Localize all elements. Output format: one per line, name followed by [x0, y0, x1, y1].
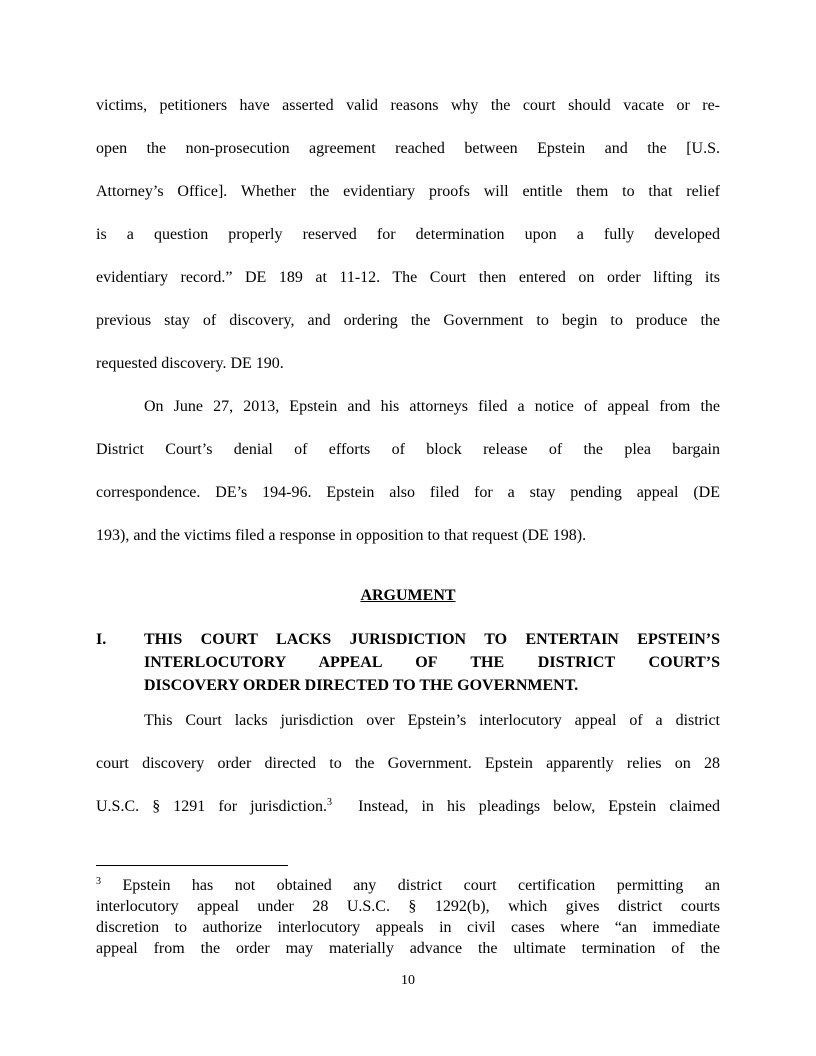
body-line: victims, petitioners have asserted valid reasons why the court should vacate or re- — [96, 97, 720, 114]
footnote-text: Epstein has not obtained any district court certification permitting an — [101, 877, 720, 894]
footnote-reference: 3 — [327, 797, 332, 808]
body-line: On June 27, 2013, Epstein and his attorneys filed a notice of appeal from the — [144, 398, 720, 415]
footnote-number: 3 — [96, 876, 101, 887]
footnote-line: discretion to authorize interlocutory appeals in civil cases where “an immediate — [96, 919, 720, 936]
body-line: evidentiary record.” DE 189 at 11-12. The Court then entered on order lifting its — [96, 269, 720, 286]
body-line: correspondence. DE’s 194-96. Epstein also filed for a stay pending appeal (DE — [96, 484, 720, 501]
argument-line-text: U.S.C. § 1291 for jurisdiction. — [96, 798, 327, 815]
argument-line: court discovery order directed to the Government. Epstein apparently relies on 28 — [96, 755, 720, 772]
body-line: 193), and the victims filed a response in opposition to that request (DE 198). — [96, 527, 587, 544]
argument-heading: ARGUMENT — [360, 587, 456, 604]
argument-line — [96, 797, 720, 817]
body-line: Attorney’s Office]. Whether the evidentiary proofs will entitle them to that relief — [96, 183, 720, 200]
body-line: District Court’s denial of efforts of block release of the plea bargain — [96, 441, 720, 458]
footnote-line — [96, 876, 720, 896]
body-line: previous stay of discovery, and ordering the Government to begin to produce the — [96, 312, 720, 329]
section-number: I. — [96, 631, 107, 648]
argument-line-text: Instead, in his pleadings below, Epstein claimed — [332, 798, 720, 815]
body-line: is a question properly reserved for determination upon a fully developed — [96, 226, 720, 243]
footnote-line: appeal from the order may materially advance the ultimate termination of the — [96, 940, 720, 957]
page-number: 10 — [401, 973, 415, 988]
body-line: open the non-prosecution agreement reached between Epstein and the [U.S. — [96, 140, 720, 157]
section-title-line: INTERLOCUTORY APPEAL OF THE DISTRICT COURT’S — [144, 654, 720, 671]
section-title-line: THIS COURT LACKS JURISDICTION TO ENTERTAIN EPSTEIN’S — [144, 631, 720, 648]
body-line: requested discovery. DE 190. — [96, 355, 284, 372]
argument-line: This Court lacks jurisdiction over Epstein’s interlocutory appeal of a district — [144, 712, 720, 729]
footnote-line: interlocutory appeal under 28 U.S.C. § 1292(b), which gives district courts — [96, 898, 720, 915]
section-title-line: DISCOVERY ORDER DIRECTED TO THE GOVERNMENT. — [144, 677, 579, 694]
footnote-separator — [96, 865, 288, 866]
